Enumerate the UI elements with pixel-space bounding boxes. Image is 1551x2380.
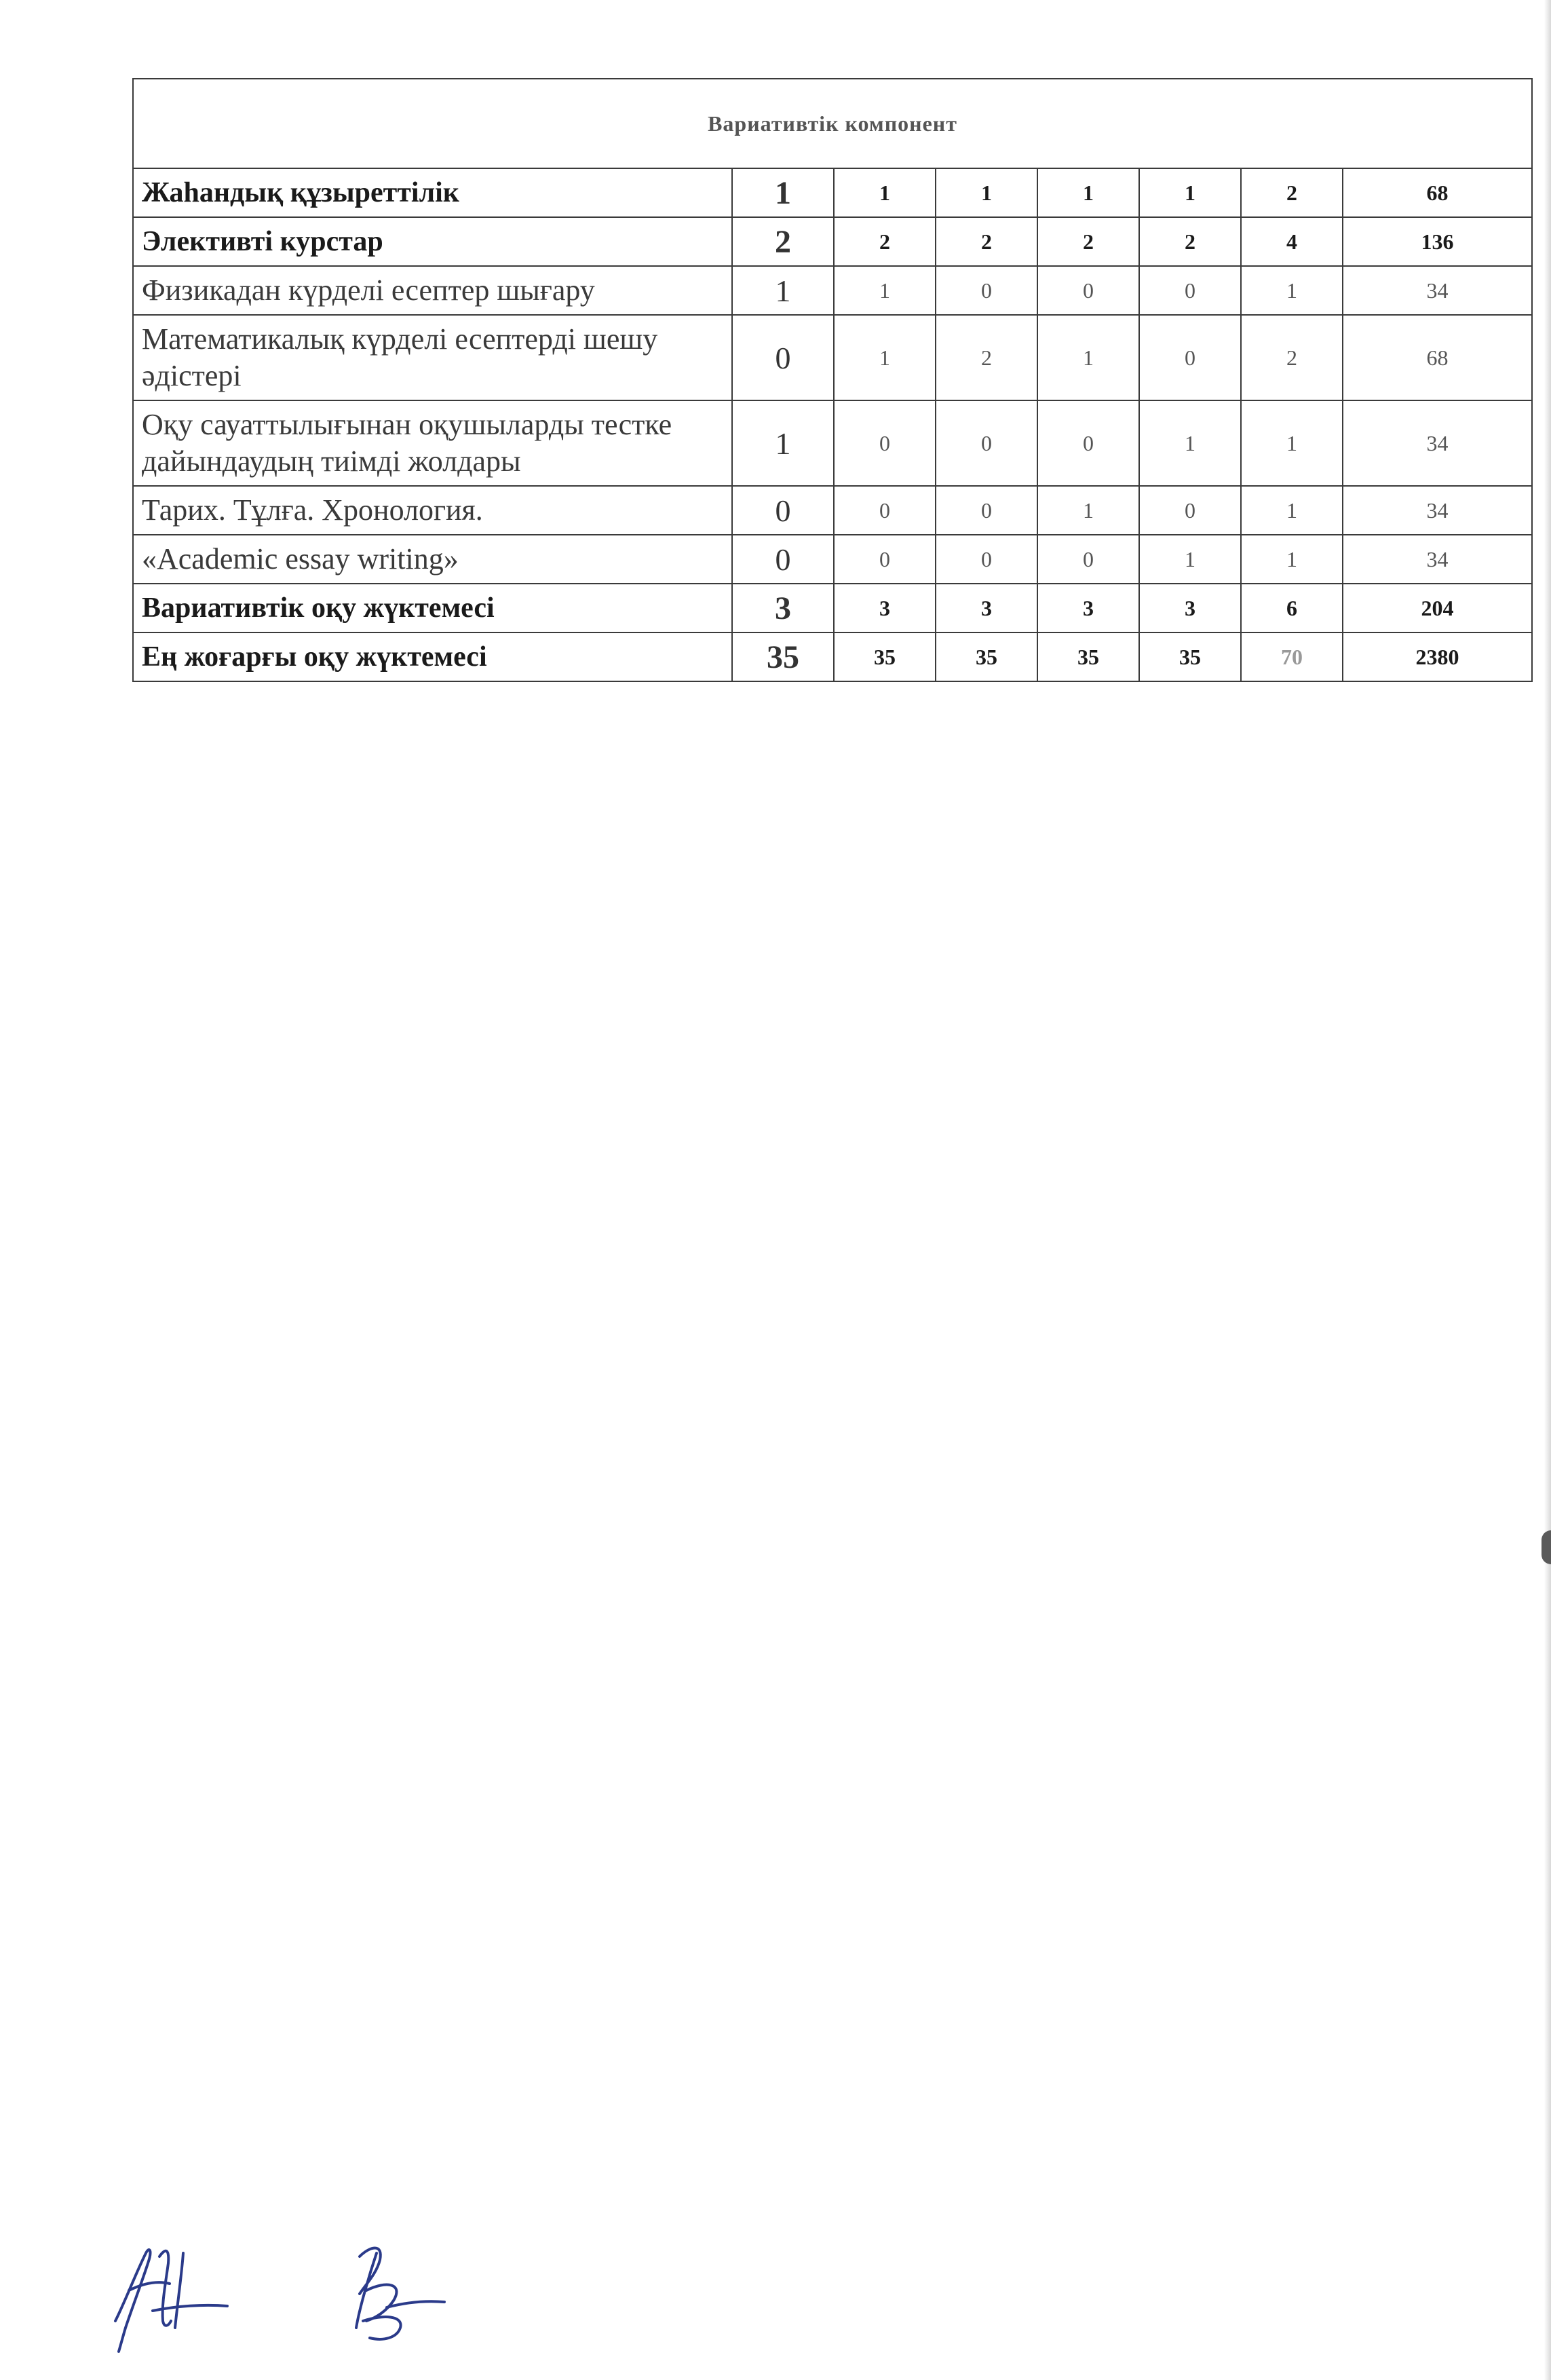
value-cell: 0 (936, 535, 1037, 584)
value-cell: 1 (1037, 486, 1139, 535)
scan-page-edge (1544, 0, 1551, 2380)
value-cell: 1 (1241, 486, 1343, 535)
value-cell: 1 (834, 315, 936, 400)
value-cell: 0 (834, 486, 936, 535)
value-cell: 0 (936, 266, 1037, 315)
value-cell: 0 (732, 486, 834, 535)
value-cell: 2 (732, 217, 834, 266)
value-cell: 204 (1343, 584, 1532, 632)
table-row (133, 315, 1532, 400)
value-cell: 0 (834, 400, 936, 486)
value-cell: 3 (936, 584, 1037, 632)
value-cell: 0 (1139, 486, 1241, 535)
value-cell: 35 (1037, 632, 1139, 681)
value-cell: 1 (1241, 400, 1343, 486)
value-cell: 0 (1037, 535, 1139, 584)
table-row (133, 632, 1532, 681)
value-cell: 136 (1343, 217, 1532, 266)
table-row (133, 486, 1532, 535)
value-cell: 1 (1241, 535, 1343, 584)
subject-cell: Оқу сауаттылығынан оқушыларды тестке дайындаудың тиімді жолдары (133, 400, 732, 486)
value-cell: 0 (834, 535, 936, 584)
value-cell: 3 (732, 584, 834, 632)
scan-edge-mark (1542, 1530, 1551, 1564)
value-cell: 2 (1139, 217, 1241, 266)
value-cell: 34 (1343, 400, 1532, 486)
value-cell: 0 (1139, 266, 1241, 315)
value-cell: 0 (732, 315, 834, 400)
variative-component-table (132, 78, 1533, 682)
signature-2 (319, 2226, 455, 2362)
value-cell: 3 (1139, 584, 1241, 632)
value-cell: 0 (936, 486, 1037, 535)
value-cell: 1 (834, 266, 936, 315)
subject-cell: Математикалық күрделі есептерді шешу әдістері (133, 315, 732, 400)
value-cell: 1 (1241, 266, 1343, 315)
value-cell: 70 (1241, 632, 1343, 681)
signature-1 (88, 2226, 258, 2362)
value-cell: 1 (732, 168, 834, 217)
subject-cell: Тарих. Тұлға. Хронология. (133, 486, 732, 535)
value-cell: 1 (1139, 400, 1241, 486)
value-cell: 2380 (1343, 632, 1532, 681)
value-cell: 3 (834, 584, 936, 632)
value-cell: 2 (936, 315, 1037, 400)
subject-cell: Элективті курстар (133, 217, 732, 266)
table-row (133, 266, 1532, 315)
value-cell: 34 (1343, 266, 1532, 315)
subject-cell: Вариативтік оқу жүктемесі (133, 584, 732, 632)
value-cell: 1 (936, 168, 1037, 217)
value-cell: 0 (732, 535, 834, 584)
value-cell: 2 (1037, 217, 1139, 266)
value-cell: 1 (1139, 168, 1241, 217)
value-cell: 34 (1343, 486, 1532, 535)
table-row (133, 168, 1532, 217)
value-cell: 4 (1241, 217, 1343, 266)
table-row (133, 584, 1532, 632)
value-cell: 0 (1037, 400, 1139, 486)
value-cell: 1 (834, 168, 936, 217)
value-cell: 68 (1343, 315, 1532, 400)
table-row (133, 535, 1532, 584)
value-cell: 0 (1139, 315, 1241, 400)
value-cell: 3 (1037, 584, 1139, 632)
value-cell: 1 (732, 400, 834, 486)
value-cell: 6 (1241, 584, 1343, 632)
value-cell: 35 (936, 632, 1037, 681)
subject-cell: Ең жоғарғы оқу жүктемесі (133, 632, 732, 681)
value-cell: 1 (732, 266, 834, 315)
value-cell: 1 (1037, 315, 1139, 400)
value-cell: 0 (1037, 266, 1139, 315)
value-cell: 0 (936, 400, 1037, 486)
value-cell: 2 (1241, 315, 1343, 400)
value-cell: 2 (1241, 168, 1343, 217)
value-cell: 2 (834, 217, 936, 266)
value-cell: 2 (936, 217, 1037, 266)
value-cell: 1 (1139, 535, 1241, 584)
value-cell: 68 (1343, 168, 1532, 217)
value-cell: 34 (1343, 535, 1532, 584)
value-cell: 35 (834, 632, 936, 681)
value-cell: 35 (1139, 632, 1241, 681)
table-header: Вариативтік компонент (133, 79, 1532, 168)
subject-cell: «Academic essay writing» (133, 535, 732, 584)
subject-cell: Жаһандық құзыреттілік (133, 168, 732, 217)
table-row (133, 400, 1532, 486)
value-cell: 35 (732, 632, 834, 681)
subject-cell: Физикадан күрделі есептер шығару (133, 266, 732, 315)
value-cell: 1 (1037, 168, 1139, 217)
table-row (133, 217, 1532, 266)
